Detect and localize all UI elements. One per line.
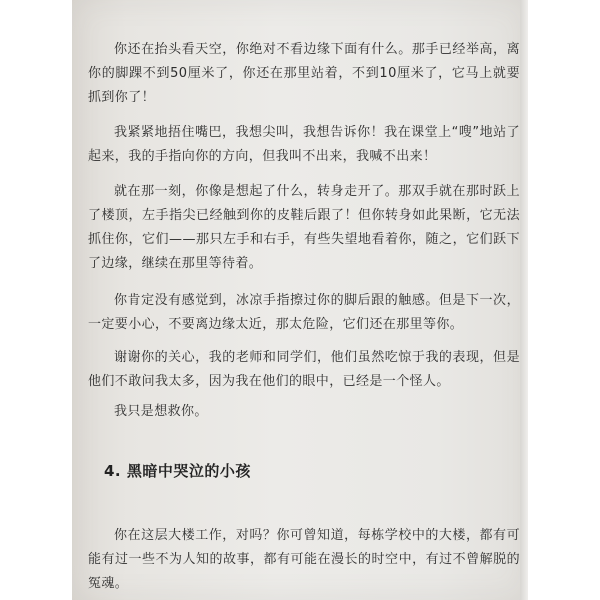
paragraph-6: 我只是想救你。: [114, 404, 208, 419]
section-paragraph: 你在这层大楼工作，对吗？你可曾知道，每栋学校中的大楼，都有可能有过一些不为人知的故事，都有可能在漫长的时空中，有过不曾解脱的冤魂。: [88, 528, 520, 591]
section-heading: 4. 黑暗中哭泣的小孩: [104, 462, 251, 480]
paragraph-4: 你肯定没有感觉到，冰凉手指擦过你的脚后跟的触感。但是下一次，一定要小心，不要离边缘太近，那太危险，它们还在那里等你。: [88, 293, 520, 332]
page-edge: [520, 0, 528, 600]
paragraph-1: 你还在抬头看天空，你绝对不看边缘下面有什么。那手已经举高，离你的脚踝不到50厘米了，你还在那里站着，不到10厘米了，它马上就要抓到你了！: [88, 42, 520, 105]
paragraph-2: 我紧紧地捂住嘴巴，我想尖叫，我想告诉你！我在课堂上“嗖”地站了起来，我的手指向你的方向，但我叫不出来，我喊不出来！: [88, 125, 520, 164]
paragraph-3: 就在那一刻，你像是想起了什么，转身走开了。那双手就在那时跃上了楼顶，左手指尖已经触到你的皮鞋后跟了！但你转身如此果断，它无法抓住你，它们——那只左手和右手，有些失望地看着你，随之，它们跃下了边缘，继续在那里等待着。: [88, 184, 520, 271]
paragraph-5: 谢谢你的关心，我的老师和同学们，他们虽然吃惊于我的表现，但是他们不敢问我太多，因为我在他们的眼中，已经是一个怪人。: [88, 350, 520, 389]
